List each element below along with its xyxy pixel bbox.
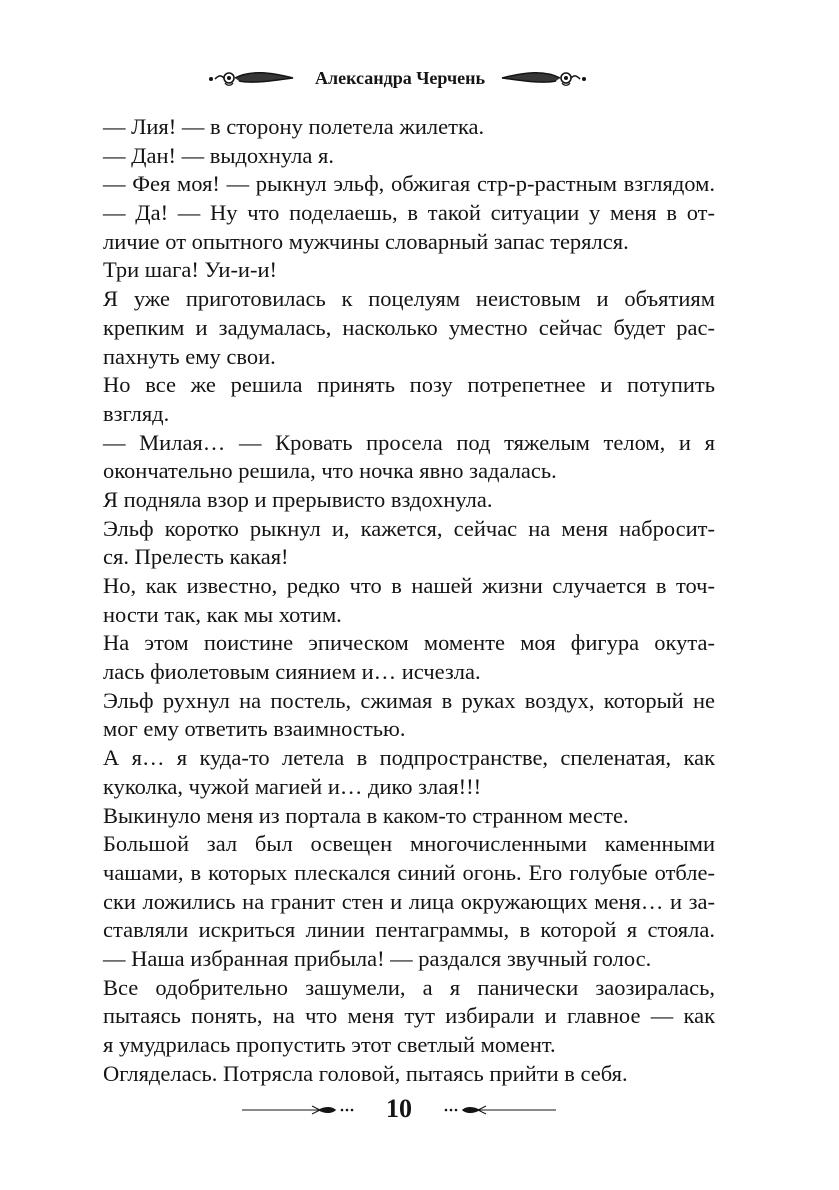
text-line: — Милая… — Кровать просела под тяжелым телом, и я xyxy=(103,429,715,455)
author-name: Александра Черчень xyxy=(315,68,485,88)
text-line: взгляд. xyxy=(103,400,170,426)
page-footer xyxy=(0,1092,839,1132)
text-line: — Да! — Ну что поделаешь, в такой ситуации у меня в от- xyxy=(103,200,715,226)
text-line: Огляделась. Потрясла головой, пытаясь прийти в себя. xyxy=(103,1060,628,1086)
text-line: — Фея моя! — рыкнул эльф, обжигая стр-р-растным взглядом. xyxy=(103,171,715,197)
text-line: Но, как известно, редко что в нашей жизни случается в точ- xyxy=(103,573,715,598)
text-line: — Наша избранная прибыла! — раздался звучный голос. xyxy=(103,945,652,971)
text-line: ся. Прелесть какая! xyxy=(103,544,289,570)
running-header xyxy=(0,62,839,96)
text-line: — Дан! — выдохнула я. xyxy=(103,142,334,168)
text-line: пытаясь понять, на что меня тут избирали и главное — как xyxy=(103,1003,715,1029)
text-line: личие от опытного мужчины словарный запас терялся. xyxy=(103,228,629,254)
text-line: ставляли искриться линии пентаграммы, в которой я стояла. xyxy=(103,917,715,943)
text-line: куколка, чужой магией и… дико злая!!! xyxy=(103,773,482,799)
text-line: Но все же решила принять позу потрепетнее и потупить xyxy=(103,372,715,398)
text-line: Я уже приготовилась к поцелуям неистовым и объятиям xyxy=(103,286,715,312)
left-pen-ornament-icon xyxy=(240,1102,360,1118)
text-line: Я подняла взор и прерывисто вздохнула. xyxy=(103,486,493,512)
text-line: ски ложились на гранит стен и лица окружающих меня… и за- xyxy=(103,888,715,914)
text-line: пахнуть ему свои. xyxy=(103,343,276,369)
text-line: крепким и задумалась, насколько уместно сейчас будет рас- xyxy=(103,314,715,340)
text-line: я умудрилась пропустить этот светлый момент. xyxy=(103,1032,556,1057)
text-line: А я… я куда-то летела в подпространстве, спеленатая, как xyxy=(103,745,715,771)
text-line: лась фиолетовым сиянием и… исчезла. xyxy=(103,659,481,685)
text-line: Большой зал был освещен многочисленными каменными xyxy=(103,831,715,857)
text-line: чашами, в которых плескался синий огонь. Его голубые отбле- xyxy=(103,859,715,885)
text-line: окончательно решила, что ночка явно задалась. xyxy=(103,458,557,484)
text-line: На этом поистине эпическом моменте моя фигура окута- xyxy=(103,630,715,656)
right-pen-ornament-icon xyxy=(438,1102,558,1118)
right-rose-ornament-icon xyxy=(498,66,590,92)
text-line: Эльф рухнул на постель, сжимая в руках воздух, который не xyxy=(103,687,715,713)
text-line: — Лия! — в сторону полетела жилетка. xyxy=(103,114,485,139)
text-line: Все одобрительно зашумели, а я панически заозиралась, xyxy=(103,974,715,1000)
left-rose-ornament-icon xyxy=(205,66,297,92)
text-line: мог ему ответить взаимностью. xyxy=(103,716,406,742)
page-number: 10 xyxy=(386,1094,412,1123)
text-line: Выкинуло меня из портала в каком-то странном месте. xyxy=(103,802,629,828)
body-text xyxy=(103,113,715,1088)
text-line: Три шага! Уи-и-и! xyxy=(103,257,278,283)
text-line: Эльф коротко рыкнул и, кажется, сейчас на меня набросит- xyxy=(103,515,715,541)
text-line: ности так, как мы хотим. xyxy=(103,601,342,627)
